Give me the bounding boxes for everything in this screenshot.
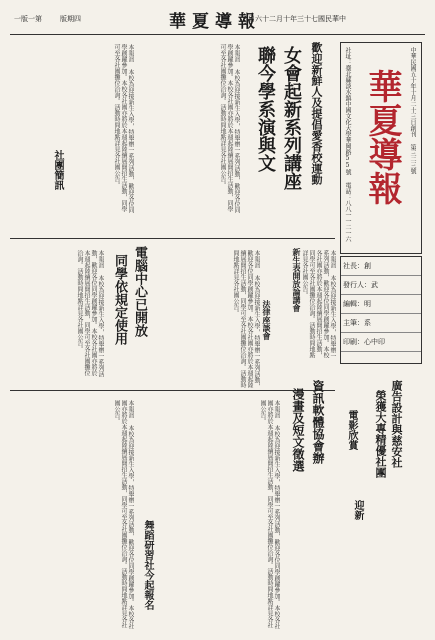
section-rule: [10, 238, 335, 239]
headline-software: 資訊軟體協會辦: [311, 380, 325, 464]
article-text: 本報訊 本校為迎接新生入學，特舉辦一系列活動，歡迎各位同學踴躍參加。本校各社團亦將於本週起陸續展開招生活動，同學可至各社團攤位洽詢。活動時間地點詳見各社團公告。: [259, 400, 280, 629]
staff-row: 發行人：武: [341, 276, 421, 295]
article-text: 本報訊 本校為迎接新生入學，特舉辦一系列活動，歡迎各位同學踴躍參加。本校各社團亦將於本週起陸續展開招生活動，同學可至各社團攤位洽詢。活動時間地點詳見各社團公告。: [113, 44, 134, 213]
headline-welcome: 歡迎新鮮人及提倡愛香校運動: [310, 42, 323, 185]
header-rule: [10, 34, 425, 35]
staff-row: 編輯：明: [341, 295, 421, 314]
masthead-side: 中華民國五十年十月二十三日創刊 第三二三號: [409, 47, 416, 174]
header-title: 華夏導報: [169, 11, 261, 32]
headline-lecture: 女會起新系列講座: [281, 46, 302, 190]
headline-law: 法律座談會: [262, 300, 272, 340]
article-text: 本報訊 本校為迎接新生入學，特舉辦一系列活動，歡迎各位同學踴躍參加。本校各社團亦將於本週起陸續展開招生活動，同學可至各社團攤位洽詢。活動時間地點詳見各社團公告。: [301, 250, 336, 359]
headline-ad-sub: 榮獲大專精優社團: [374, 390, 387, 478]
headline-film: 電影欣賞: [346, 410, 357, 450]
staff-row: 社長：創: [341, 257, 421, 276]
staff-row: 主筆：系: [341, 314, 421, 333]
headline-computer-sub: 同學依規定使用: [112, 254, 127, 345]
edition: 版期四: [60, 15, 81, 23]
headline-computer: 電腦中心已開放: [132, 246, 147, 337]
headline-dance: 舞蹈研習社今起報名: [142, 520, 153, 610]
staff-row: 印刷：心中印: [341, 333, 421, 352]
headline-small: 社團簡訊: [52, 150, 63, 190]
page-number: 一版一第: [14, 15, 42, 23]
article-text: 本報訊 本校為迎接新生入學，特舉辦一系列活動，歡迎各位同學踴躍參加。本校各社團亦將於本週起陸續展開招生活動，同學可至各社團攤位洽詢。活動時間地點詳見各社團公告。: [232, 250, 260, 389]
headline-ad: 廣告設計與慈安社: [390, 380, 403, 468]
headline-lecture-sub: 聯今學系演與文: [255, 46, 276, 172]
masthead-title: 華夏導報: [362, 69, 402, 205]
headline-software-sub: 漫畫及短文徵選: [291, 388, 305, 472]
headline-new: 新生表開放論講會: [292, 248, 302, 312]
headline-welcome2: 迎新: [352, 500, 363, 520]
staff-box: [340, 256, 422, 364]
article-text: 本報訊 本校為迎接新生入學，特舉辦一系列活動，歡迎各位同學踴躍參加。本校各社團亦將於本週起陸續展開招生活動，同學可至各社團攤位洽詢。活動時間地點詳見各社團公告。: [113, 400, 134, 629]
masthead: [340, 42, 422, 254]
article-text: 本報訊 本校為迎接新生入學，特舉辦一系列活動，歡迎各位同學踴躍參加。本校各社團亦將於本週起陸續展開招生活動，同學可至各社團攤位洽詢。活動時間地點詳見各社團公告。: [219, 44, 240, 213]
article-text: 本報訊 本校為迎接新生入學，特舉辦一系列活動，歡迎各位同學踴躍參加。本校各社團亦將於本週起陸續展開招生活動，同學可至各社團攤位洽詢。活動時間地點詳見各社團公告。: [76, 250, 104, 377]
masthead-info: 社址：臺北縣淡水鎮中國文化大學華岡路55號 電話：八八一一二一六: [344, 47, 351, 242]
section-rule: [10, 390, 335, 391]
issue-date: 日六十二月十年三十七國民華中: [248, 15, 346, 23]
